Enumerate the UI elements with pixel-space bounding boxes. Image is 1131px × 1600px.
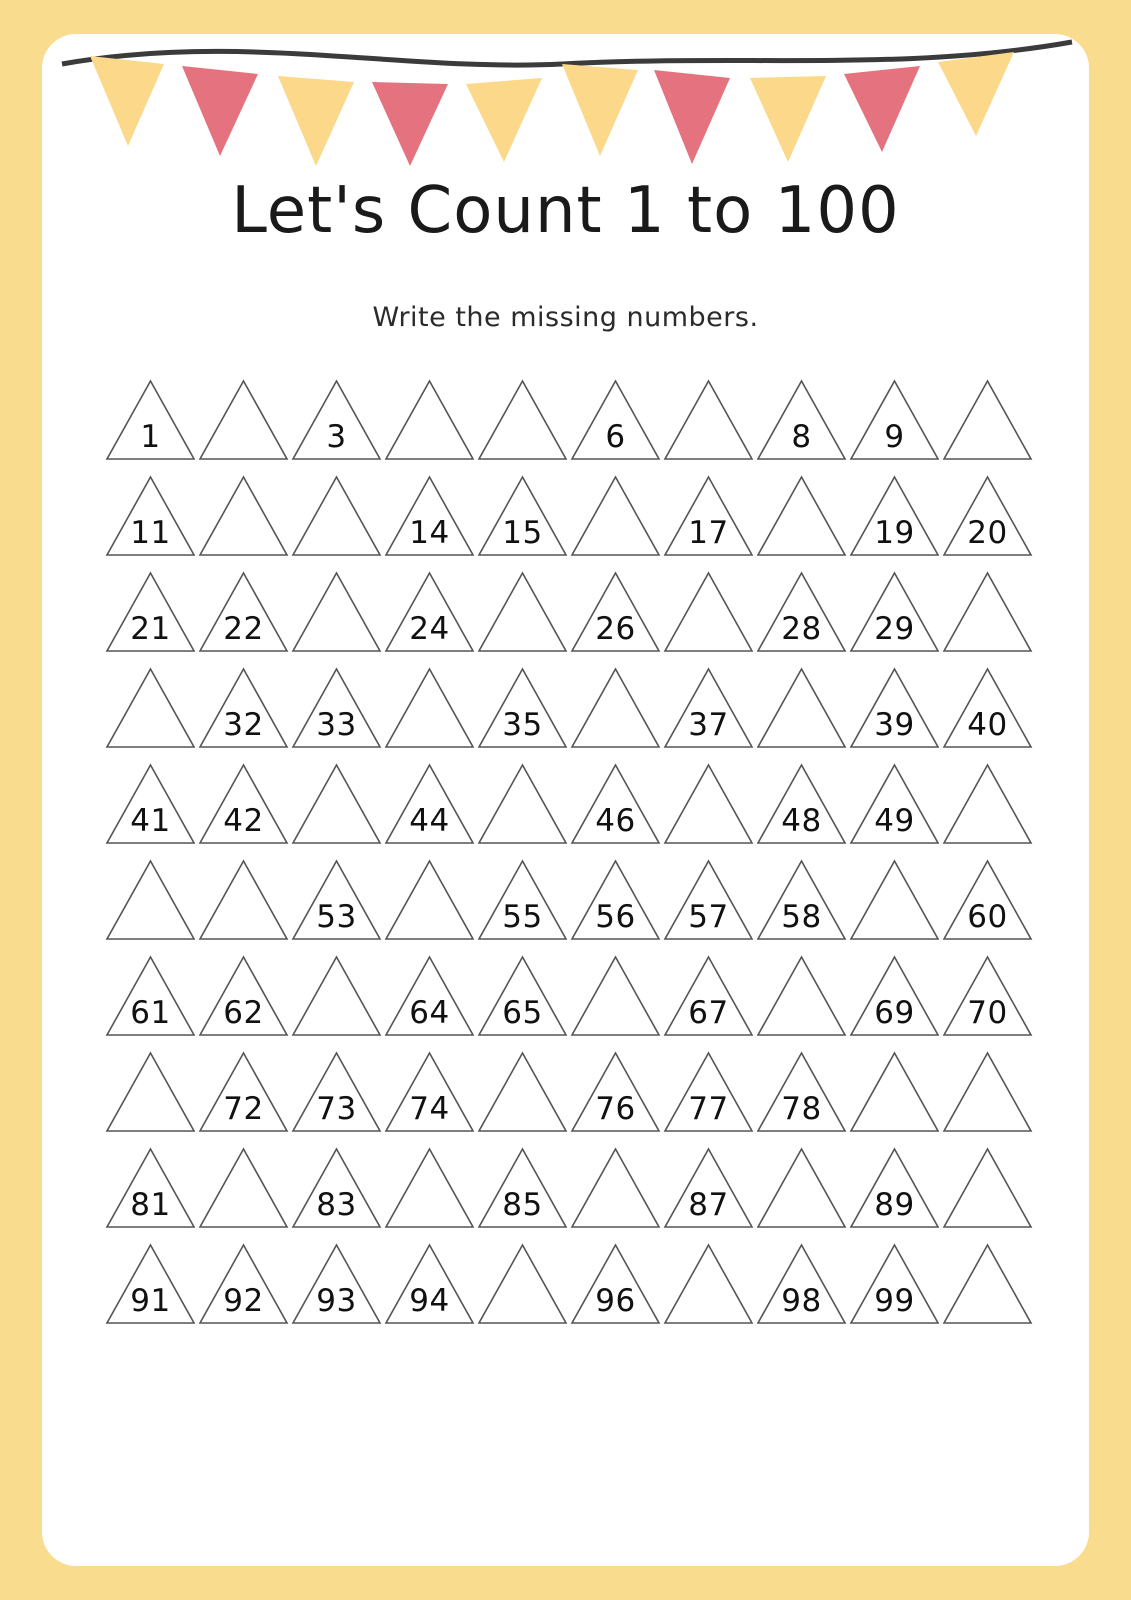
cell-number: 70: [967, 995, 1008, 1031]
cell-number: 67: [688, 995, 729, 1031]
triangle-outline: [479, 1245, 566, 1323]
cell-number: 35: [502, 707, 543, 743]
triangle-outline: [851, 1053, 938, 1131]
number-cell-blank[interactable]: [383, 858, 476, 942]
number-cell-filled: [197, 1242, 290, 1326]
number-cell-filled: [104, 954, 197, 1038]
triangle-outline: [200, 477, 287, 555]
number-cell-filled: [755, 570, 848, 654]
number-cell-filled: [569, 858, 662, 942]
grid-row: [104, 854, 1034, 950]
triangle-outline: [572, 669, 659, 747]
triangle-outline: [944, 765, 1031, 843]
flag-yellow-1: [90, 56, 164, 146]
cell-number: 15: [502, 515, 543, 551]
grid-row: [104, 470, 1034, 566]
number-cell-filled: [290, 666, 383, 750]
grid-row: [104, 758, 1034, 854]
triangle-outline: [479, 573, 566, 651]
cell-number: 22: [223, 611, 264, 647]
number-cell-blank[interactable]: [383, 666, 476, 750]
number-cell-blank[interactable]: [383, 1146, 476, 1230]
number-cell-filled: [197, 570, 290, 654]
cell-number: 48: [781, 803, 822, 839]
cell-number: 8: [791, 419, 812, 455]
triangle-outline: [665, 573, 752, 651]
number-cell-filled: [662, 1146, 755, 1230]
number-cell-filled: [755, 378, 848, 462]
number-cell-filled: [755, 1050, 848, 1134]
cell-number: 98: [781, 1283, 822, 1319]
cell-number: 42: [223, 803, 264, 839]
cell-number: 49: [874, 803, 915, 839]
number-cell-filled: [848, 378, 941, 462]
number-cell-filled: [476, 1146, 569, 1230]
number-cell-filled: [476, 954, 569, 1038]
number-cell-blank[interactable]: [848, 1050, 941, 1134]
cell-number: 56: [595, 899, 636, 935]
number-cell-filled: [848, 762, 941, 846]
number-cell-filled: [476, 858, 569, 942]
cell-number: 64: [409, 995, 450, 1031]
cell-number: 24: [409, 611, 450, 647]
triangle-outline: [572, 477, 659, 555]
grid-row: [104, 1046, 1034, 1142]
cell-number: 11: [130, 515, 171, 551]
cell-number: 74: [409, 1091, 450, 1127]
number-cell-blank[interactable]: [662, 1242, 755, 1326]
flag-pink-2: [372, 82, 448, 166]
cell-number: 44: [409, 803, 450, 839]
number-cell-blank[interactable]: [755, 474, 848, 558]
number-cell-filled: [383, 474, 476, 558]
number-cell-blank[interactable]: [290, 954, 383, 1038]
cell-number: 33: [316, 707, 357, 743]
cell-number: 46: [595, 803, 636, 839]
cell-number: 32: [223, 707, 264, 743]
flag-yellow-6: [938, 52, 1014, 136]
number-cell-filled: [662, 954, 755, 1038]
triangle-outline: [200, 1149, 287, 1227]
number-cell-filled: [383, 954, 476, 1038]
number-cell-blank[interactable]: [848, 858, 941, 942]
number-cell-filled: [383, 570, 476, 654]
cell-number: 78: [781, 1091, 822, 1127]
number-cell-filled: [476, 474, 569, 558]
number-cell-filled: [755, 762, 848, 846]
triangle-outline: [665, 1245, 752, 1323]
number-cell-blank[interactable]: [569, 474, 662, 558]
number-cell-blank[interactable]: [290, 762, 383, 846]
grid-row: [104, 566, 1034, 662]
number-cell-blank[interactable]: [197, 1146, 290, 1230]
cell-number: 55: [502, 899, 543, 935]
number-cell-filled: [383, 1050, 476, 1134]
grid-row: [104, 374, 1034, 470]
number-cell-filled: [197, 762, 290, 846]
number-cell-filled: [941, 858, 1034, 942]
number-cell-filled: [290, 1242, 383, 1326]
number-cell-blank[interactable]: [197, 474, 290, 558]
number-cell-blank[interactable]: [941, 762, 1034, 846]
number-cell-blank[interactable]: [662, 378, 755, 462]
cell-number: 96: [595, 1283, 636, 1319]
number-cell-filled: [848, 954, 941, 1038]
number-cell-filled: [569, 1242, 662, 1326]
cell-number: 37: [688, 707, 729, 743]
number-cell-filled: [290, 1146, 383, 1230]
number-cell-blank[interactable]: [941, 1146, 1034, 1230]
flag-yellow-3: [466, 78, 542, 162]
cell-number: 41: [130, 803, 171, 839]
number-cell-filled: [197, 954, 290, 1038]
number-cell-filled: [755, 858, 848, 942]
number-cell-filled: [104, 570, 197, 654]
flag-pink-4: [844, 66, 920, 152]
cell-number: 53: [316, 899, 357, 935]
number-cell-filled: [662, 474, 755, 558]
cell-number: 76: [595, 1091, 636, 1127]
number-cell-filled: [569, 570, 662, 654]
number-cell-blank[interactable]: [476, 1050, 569, 1134]
number-cell-filled: [476, 666, 569, 750]
cell-number: 60: [967, 899, 1008, 935]
page-title: Let's Count 1 to 100: [231, 174, 900, 248]
cell-number: 17: [688, 515, 729, 551]
triangle-outline: [107, 1053, 194, 1131]
worksheet-page: [42, 34, 1089, 1566]
triangle-outline: [200, 381, 287, 459]
triangle-outline: [851, 861, 938, 939]
number-cell-filled: [104, 474, 197, 558]
cell-number: 1: [140, 419, 161, 455]
number-cell-filled: [941, 474, 1034, 558]
triangle-outline: [200, 861, 287, 939]
triangle-outline: [293, 477, 380, 555]
number-cell-filled: [941, 666, 1034, 750]
number-cell-blank[interactable]: [569, 666, 662, 750]
number-cell-blank[interactable]: [569, 954, 662, 1038]
number-cell-filled: [662, 858, 755, 942]
triangle-outline: [944, 1149, 1031, 1227]
triangle-outline: [107, 861, 194, 939]
number-cell-filled: [662, 666, 755, 750]
cell-number: 39: [874, 707, 915, 743]
flag-pink-1: [182, 66, 258, 156]
number-cell-filled: [383, 762, 476, 846]
number-cell-blank[interactable]: [755, 666, 848, 750]
grid-row: [104, 1238, 1034, 1334]
cell-number: 94: [409, 1283, 450, 1319]
number-cell-filled: [848, 1146, 941, 1230]
cell-number: 83: [316, 1187, 357, 1223]
number-cell-blank[interactable]: [104, 1050, 197, 1134]
number-cell-blank[interactable]: [755, 1146, 848, 1230]
number-cell-filled: [941, 954, 1034, 1038]
flag-yellow-2: [278, 76, 354, 166]
cell-number: 6: [605, 419, 626, 455]
number-cell-blank[interactable]: [569, 1146, 662, 1230]
triangle-outline: [944, 1245, 1031, 1323]
triangle-outline: [758, 477, 845, 555]
number-cell-filled: [569, 378, 662, 462]
cell-number: 65: [502, 995, 543, 1031]
cell-number: 3: [326, 419, 347, 455]
cell-number: 89: [874, 1187, 915, 1223]
grid-row: [104, 662, 1034, 758]
cell-number: 9: [884, 419, 905, 455]
bunting-string-left: [62, 42, 1072, 65]
triangle-outline: [479, 765, 566, 843]
number-cell-blank[interactable]: [941, 1242, 1034, 1326]
triangle-outline: [944, 573, 1031, 651]
number-cell-filled: [104, 378, 197, 462]
number-cell-filled: [662, 1050, 755, 1134]
cell-number: 26: [595, 611, 636, 647]
number-cell-blank[interactable]: [476, 378, 569, 462]
cell-number: 99: [874, 1283, 915, 1319]
number-cell-filled: [104, 1146, 197, 1230]
triangle-outline: [107, 669, 194, 747]
triangle-outline: [572, 957, 659, 1035]
triangle-outline: [665, 765, 752, 843]
number-grid: [104, 374, 1034, 1334]
number-cell-blank[interactable]: [290, 570, 383, 654]
triangle-outline: [479, 1053, 566, 1131]
number-cell-filled: [290, 858, 383, 942]
cell-number: 21: [130, 611, 171, 647]
triangle-outline: [386, 669, 473, 747]
number-cell-filled: [383, 1242, 476, 1326]
grid-row: [104, 950, 1034, 1046]
triangle-outline: [665, 381, 752, 459]
cell-number: 28: [781, 611, 822, 647]
number-cell-blank[interactable]: [197, 378, 290, 462]
number-cell-blank[interactable]: [383, 378, 476, 462]
cell-number: 77: [688, 1091, 729, 1127]
number-cell-blank[interactable]: [476, 762, 569, 846]
triangle-outline: [293, 765, 380, 843]
cell-number: 20: [967, 515, 1008, 551]
cell-number: 92: [223, 1283, 264, 1319]
cell-number: 19: [874, 515, 915, 551]
number-cell-blank[interactable]: [941, 1050, 1034, 1134]
cell-number: 72: [223, 1091, 264, 1127]
triangle-outline: [386, 1149, 473, 1227]
triangle-outline: [479, 381, 566, 459]
number-cell-filled: [755, 1242, 848, 1326]
triangle-outline: [758, 1149, 845, 1227]
flag-pink-3: [654, 70, 730, 164]
number-cell-filled: [197, 1050, 290, 1134]
cell-number: 93: [316, 1283, 357, 1319]
number-cell-blank[interactable]: [476, 570, 569, 654]
flag-yellow-5: [750, 76, 826, 162]
number-cell-blank[interactable]: [104, 858, 197, 942]
cell-number: 62: [223, 995, 264, 1031]
number-cell-filled: [569, 762, 662, 846]
triangle-outline: [944, 381, 1031, 459]
number-cell-blank[interactable]: [290, 474, 383, 558]
cell-number: 57: [688, 899, 729, 935]
number-cell-filled: [569, 1050, 662, 1134]
number-cell-filled: [848, 1242, 941, 1326]
cell-number: 14: [409, 515, 450, 551]
number-cell-blank[interactable]: [755, 954, 848, 1038]
cell-number: 29: [874, 611, 915, 647]
cell-number: 81: [130, 1187, 171, 1223]
cell-number: 61: [130, 995, 171, 1031]
cell-number: 91: [130, 1283, 171, 1319]
cell-number: 58: [781, 899, 822, 935]
triangle-outline: [293, 573, 380, 651]
number-cell-filled: [848, 474, 941, 558]
triangle-outline: [758, 669, 845, 747]
number-cell-filled: [290, 1050, 383, 1134]
cell-number: 40: [967, 707, 1008, 743]
number-cell-filled: [848, 570, 941, 654]
triangle-outline: [386, 381, 473, 459]
number-cell-filled: [290, 378, 383, 462]
number-cell-filled: [104, 762, 197, 846]
number-cell-filled: [848, 666, 941, 750]
triangle-outline: [572, 1149, 659, 1227]
cell-number: 85: [502, 1187, 543, 1223]
cell-number: 69: [874, 995, 915, 1031]
number-cell-blank[interactable]: [941, 378, 1034, 462]
number-cell-filled: [104, 1242, 197, 1326]
triangle-outline: [293, 957, 380, 1035]
number-cell-filled: [197, 666, 290, 750]
triangle-outline: [944, 1053, 1031, 1131]
number-cell-blank[interactable]: [941, 570, 1034, 654]
instruction-text: Write the missing numbers.: [372, 302, 759, 333]
number-cell-blank[interactable]: [104, 666, 197, 750]
grid-row: [104, 1142, 1034, 1238]
number-cell-blank[interactable]: [197, 858, 290, 942]
number-cell-blank[interactable]: [662, 762, 755, 846]
triangle-outline: [386, 861, 473, 939]
number-cell-blank[interactable]: [476, 1242, 569, 1326]
cell-number: 87: [688, 1187, 729, 1223]
number-cell-blank[interactable]: [662, 570, 755, 654]
cell-number: 73: [316, 1091, 357, 1127]
flag-yellow-4: [562, 64, 638, 156]
triangle-outline: [758, 957, 845, 1035]
